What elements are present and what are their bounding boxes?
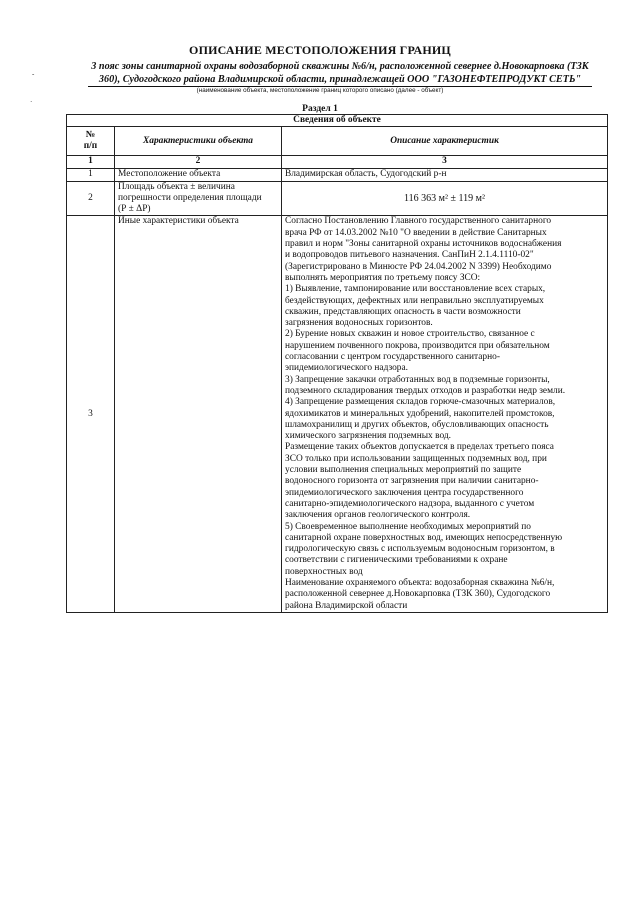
description-line: правил и норм "Зоны санитарной охраны источников водоснабжения xyxy=(285,239,562,250)
subtitle-line: 3 пояс зоны санитарной охраны водозаборной скважины №6/н, расположенной севернее д.Новокарповка (ТЗК xyxy=(91,61,589,72)
description-line: водоносного горизонта от загрязнения при наличии санитарно- xyxy=(285,476,539,487)
column-number: 3 xyxy=(282,156,608,168)
table-row xyxy=(67,168,608,181)
description-line: гидрологическую связь с используемым водоносным горизонтом, в xyxy=(285,544,555,555)
description-line: выполнять мероприятия по третьему поясу ЗСО: xyxy=(285,272,481,283)
description-line: подземного складирования твердых отходов и разработки недр земли. xyxy=(285,385,566,396)
row-description: Владимирская область, Судогодский р-н xyxy=(282,168,608,181)
description-line: условии выполнения специальных мероприятий по защите xyxy=(285,465,522,476)
description-line: ядохимикатов и минеральных удобрений, накопителей промстоков, xyxy=(285,408,555,419)
column-header-description: Описание характеристик xyxy=(282,127,608,156)
description-line: Наименование охраняемого объекта: водозаборная скважина №6/н, xyxy=(285,577,555,588)
margin-mark: · xyxy=(30,98,33,106)
description-line: согласовании с центром государственного санитарно- xyxy=(285,352,500,363)
column-header-characteristics: Характеристики объекта xyxy=(115,127,282,156)
row-characteristic: Местоположение объекта xyxy=(115,168,282,181)
object-subtitle xyxy=(80,60,600,86)
column-number: 2 xyxy=(115,156,282,168)
row-characteristic xyxy=(115,181,282,216)
row-characteristic: Иные характеристики объекта xyxy=(115,216,282,612)
description-line: шламохранилищ и других объектов, обусловливающих опасность xyxy=(285,419,549,430)
document-title: ОПИСАНИЕ МЕСТОПОЛОЖЕНИЯ ГРАНИЦ xyxy=(189,43,451,57)
description-line: санитарной охране поверхностных вод, имеющих непосредственную xyxy=(285,532,563,543)
description-line: Размещение таких объектов допускается в пределах третьего пояса xyxy=(285,442,554,453)
object-info-table xyxy=(66,114,608,613)
row-number: 2 xyxy=(67,181,115,216)
subtitle-line: 360), Судогодского района Владимирской области, принадлежащей ООО "ГАЗОНЕФТЕПРОДУКТ СЕТЬ" xyxy=(98,74,582,85)
characteristic-line: погрешности определения площади xyxy=(118,192,262,203)
description-line: бездействующих, дефектных или неправильно эксплуатируемых xyxy=(285,295,544,306)
description-line: соответствии с гигиеническими требованиями к охране xyxy=(285,555,508,566)
margin-mark: - xyxy=(32,70,35,78)
table-caption: Сведения об объекте xyxy=(67,115,608,127)
row-number: 1 xyxy=(67,168,115,181)
description-line: поверхностных вод xyxy=(285,566,363,577)
description-line: расположенной севернее д.Новокарповка (ТЗК 360), Судогодского xyxy=(285,589,551,600)
section-label: Раздел 1 xyxy=(302,104,338,114)
table-row xyxy=(67,181,608,216)
table-row xyxy=(67,216,608,612)
description-line: 1) Выявление, тампонирование или восстановление всех старых, xyxy=(285,284,546,295)
description-line: ЗСО только при использовании защищенных подземных вод, при xyxy=(285,453,547,464)
description-line: эпидемиологического надзора. xyxy=(285,363,409,374)
description-line: заключения органов геологического контроля. xyxy=(285,510,471,521)
subtitle-note: (наименование объекта, местоположение границ которого описано (далее - объект) xyxy=(196,87,444,94)
column-header-num-symbol: № xyxy=(85,130,96,140)
description-line: 3) Запрещение закачки отработанных вод в подземные горизонты, xyxy=(285,374,550,385)
column-header-num-abbr: п/п xyxy=(83,141,98,152)
characteristic-line: Площадь объекта ± величина xyxy=(118,181,235,192)
row-number: 3 xyxy=(67,216,115,612)
column-header-num xyxy=(67,127,115,156)
description-line: нарушением почвенного покрова, производится при обязательном xyxy=(285,340,550,351)
description-line: 2) Бурение новых скважин и новое строительство, связанное с xyxy=(285,329,535,340)
description-line: загрязнения водоносных горизонтов. xyxy=(285,318,433,329)
description-line: химического загрязнения подземных вод. xyxy=(285,431,451,442)
description-line: скважин, представляющих опасность в части возможности xyxy=(285,306,521,317)
description-line: 4) Запрещение размещения складов горюче-смазочных материалов, xyxy=(285,397,556,408)
row-description xyxy=(282,216,608,612)
description-line: санитарно-эпидемиологического надзора, выданного с учетом xyxy=(285,498,535,509)
column-number: 1 xyxy=(67,156,115,168)
description-line: эпидемиологического заключения центра государственного xyxy=(285,487,524,498)
description-line: (Зарегистрировано в Минюсте РФ 24.04.2002 N 3399) Необходимо xyxy=(285,261,552,272)
row-description: 116 363 м² ± 119 м² xyxy=(282,181,608,216)
description-line: и водопроводов питьевого назначения. СанПиН 2.1.4.1110-02" xyxy=(285,250,534,261)
characteristic-line: (Р ± ΔР) xyxy=(118,204,151,215)
description-line: Согласно Постановлению Главного государственного санитарного xyxy=(285,216,552,227)
description-line: врача РФ от 14.03.2002 №10 "О введении в действие Санитарных xyxy=(285,227,547,238)
description-line: района Владимирской области xyxy=(285,600,408,611)
description-line: 5) Своевременное выполнение необходимых мероприятий по xyxy=(285,521,531,532)
